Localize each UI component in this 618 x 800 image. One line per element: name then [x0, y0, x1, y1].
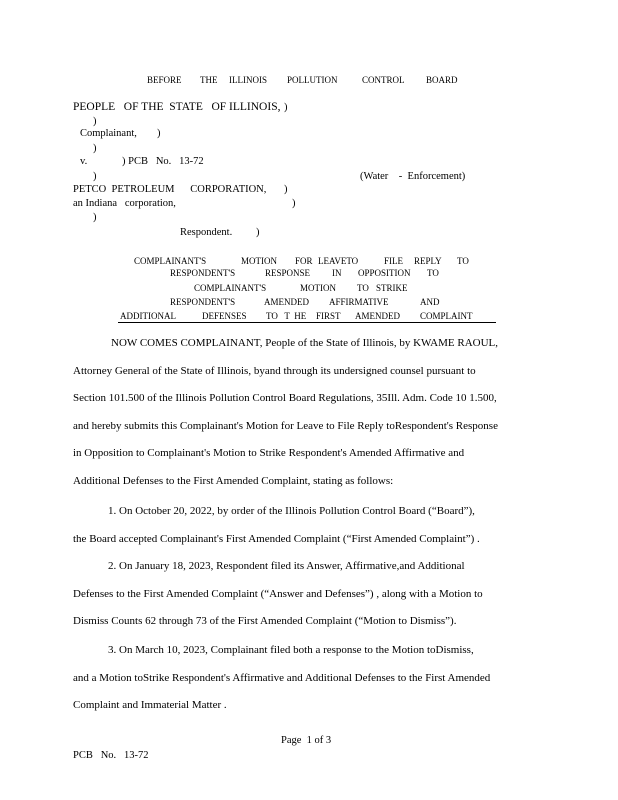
- title-word: AMENDED: [264, 297, 309, 307]
- page-number: Page 1 of 3: [281, 735, 332, 746]
- caption-respondent: Respondent.: [180, 227, 233, 238]
- title-word: DEFENSES: [202, 311, 247, 321]
- text-line: Complaint and Immaterial Matter .: [73, 699, 227, 711]
- title-word: REPLY: [414, 256, 442, 266]
- text-line: 1. On October 20, 2022, by order of the Illinois Pollution Control Board (“Board”),: [108, 505, 475, 517]
- text-line: and hereby submits this Complainant's Motion for Leave to File Reply toRespondent's Response: [73, 419, 498, 432]
- caption-paren: ): [284, 102, 288, 113]
- header-word: THE: [200, 75, 218, 85]
- title-word: FILE: [384, 256, 403, 266]
- header-word: BOARD: [426, 75, 458, 85]
- text-line: Section 101.500 of the Illinois Pollution Control Board Regulations, 35Ill. Adm. Code 10 1.500,: [73, 392, 497, 404]
- title-word: TO: [427, 268, 439, 278]
- caption-paren: ): [93, 212, 97, 223]
- title-word: RESPONDENT'S: [170, 297, 236, 307]
- header-word: POLLUTION: [287, 75, 338, 85]
- caption-paren: ): [157, 128, 161, 139]
- title-word: ADDITIONAL: [120, 311, 176, 321]
- title-word: STRIKE: [376, 283, 408, 293]
- paragraph-3: [73, 637, 543, 720]
- title-word: AND: [420, 297, 440, 307]
- intro-paragraph: [73, 330, 543, 495]
- caption-indiana: an Indiana corporation,: [73, 198, 176, 209]
- header-word: BEFORE: [147, 75, 182, 85]
- caption-paren: ): [256, 227, 260, 238]
- caption-petco: PETCO PETROLEUM CORPORATION,: [73, 184, 267, 195]
- title-word: FOR: [295, 256, 313, 266]
- text-line: Attorney General of the State of Illinois, byand through its undersigned counsel pursuant to: [73, 364, 476, 377]
- paragraph-2: [73, 553, 543, 636]
- caption-complainant: Complainant,: [80, 128, 137, 139]
- caption-paren: ): [284, 184, 288, 195]
- caption-v: v.: [80, 156, 88, 167]
- caption-paren: ): [292, 198, 296, 209]
- caption-paren: ): [93, 171, 97, 182]
- caption-paren: ): [93, 143, 97, 154]
- title-word: TO T HE: [266, 311, 307, 321]
- title-word: TO: [457, 256, 469, 266]
- title-word: IN: [332, 268, 342, 278]
- title-word: RESPONDENT'S: [170, 268, 236, 278]
- text-line: and a Motion toStrike Respondent's Affirmative and Additional Defenses to the First Amended: [73, 671, 491, 684]
- title-word: MOTION: [300, 283, 336, 293]
- caption-pcb: ) PCB No. 13-72: [122, 156, 204, 167]
- footer-pcb: PCB No. 13-72: [73, 750, 149, 761]
- caption-water: (Water - Enforcement): [360, 171, 466, 182]
- title-word: FIRST: [316, 311, 341, 321]
- text-line: Defenses to the First Amended Complaint (“Answer and Defenses”) , along with a Motion to: [73, 587, 483, 600]
- title-word: COMPLAINANT'S: [134, 256, 207, 266]
- text-line: Dismiss Counts 62 through 73 of the First Amended Complaint (“Motion to Dismiss”).: [73, 615, 457, 627]
- text-line: the Board accepted Complainant's First Amended Complaint (“First Amended Complaint”) .: [73, 532, 480, 545]
- title-word: LEAVETO: [318, 256, 359, 266]
- caption-paren: ): [93, 116, 97, 127]
- title-word: COMPLAINT: [420, 311, 473, 321]
- text-line: Additional Defenses to the First Amended Complaint, stating as follows:: [73, 474, 394, 487]
- title-word: MOTION: [241, 256, 277, 266]
- title-word: OPPOSITION: [358, 268, 411, 278]
- title-word: TO: [357, 283, 369, 293]
- paragraph-1: [73, 498, 543, 553]
- header-word: CONTROL: [362, 75, 405, 85]
- text-line: 2. On January 18, 2023, Respondent filed its Answer, Affirmative,and Additional: [108, 560, 465, 572]
- caption-people: PEOPLE OF THE STATE OF ILLINOIS,: [73, 101, 281, 113]
- text-line: in Opposition to Complainant's Motion to Strike Respondent's Amended Affirmative and: [73, 447, 465, 459]
- title-word: AMENDED: [355, 311, 400, 321]
- title-underline: [118, 322, 496, 323]
- text-line: 3. On March 10, 2023, Complainant filed both a response to the Motion toDismiss,: [108, 644, 474, 656]
- text-line: NOW COMES COMPLAINANT, People of the State of Illinois, by KWAME RAOUL,: [111, 337, 499, 349]
- title-word: RESPONSE: [265, 268, 311, 278]
- header-word: ILLINOIS: [229, 75, 267, 85]
- title-word: COMPLAINANT'S: [194, 283, 267, 293]
- title-word: AFFIRMATIVE: [329, 297, 389, 307]
